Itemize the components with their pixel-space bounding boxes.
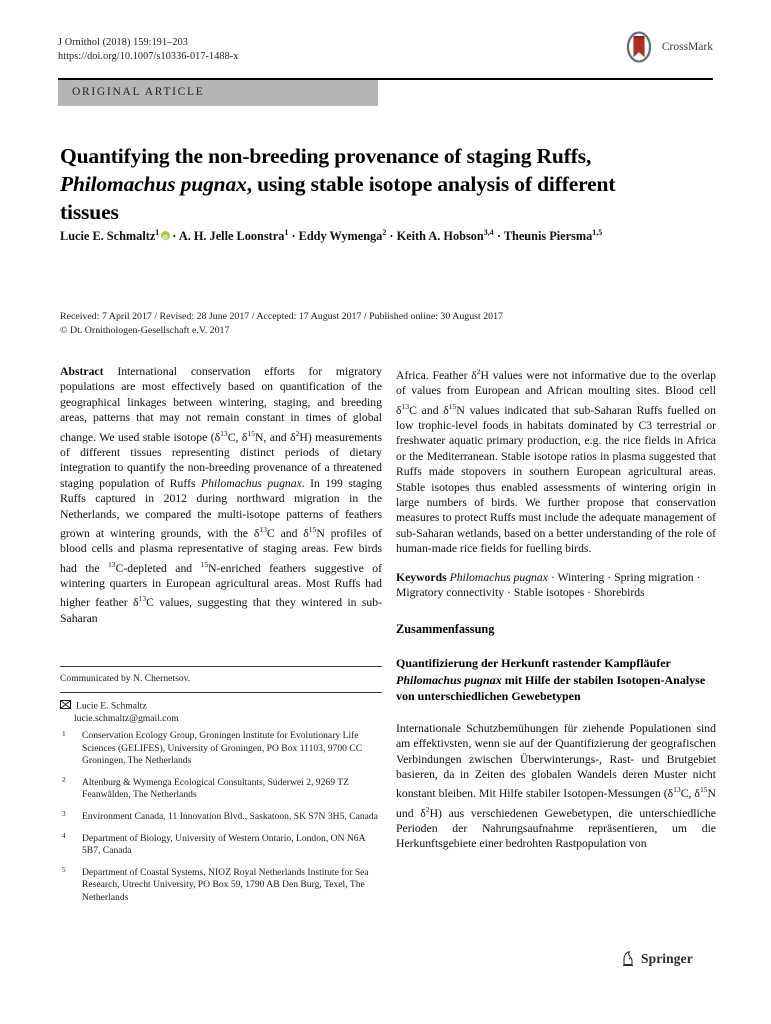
publisher-name: Springer: [641, 951, 693, 966]
author-name: A. H. Jelle Loonstra: [178, 229, 285, 244]
author-separator: ·: [172, 229, 177, 244]
keyword-species: Philomachus pugnax: [449, 570, 548, 584]
author-name: Theunis Piersma: [503, 229, 593, 244]
affiliation-number: 3: [62, 809, 66, 819]
article-type-label: ORIGINAL ARTICLE: [72, 86, 205, 98]
affiliation-number: 1: [62, 728, 66, 738]
zus-title-part-1: Quantifizierung der Herkunft rastender Kampfläufer: [396, 656, 671, 671]
affiliation-list: [60, 730, 382, 914]
journal-citation: J Ornithol (2018) 159:191–203: [58, 37, 188, 48]
author-affiliation-marker: 1: [155, 228, 160, 237]
zusammenfassung-body: [396, 721, 716, 852]
column-right: [396, 364, 716, 863]
affiliation-item: [60, 867, 382, 905]
envelope-icon: [60, 700, 71, 709]
title-part-2: , using stable isotope analysis of different tissues: [60, 172, 616, 225]
abstract-text-left: International conservation efforts for migratory populations are most effectively based on quantification of the geographical linkages between wintering, staging, and breeding areas, patterns that may not remain constant in times of global change. We used stable isotope ($\delta^{13}C$, $\delta^{15}N$, and $\delta^2H$) measurements of different tissues representing distinct periods of dietary integration to quantify the non-breeding provenance of a threatened staging population of Ruffs Philomachus pugnax. In 199 staging Ruffs captured in 2012 during northward migration in the Netherlands, we compared the multi-isotope patterns of feathers grown at wintering grounds, with the $\delta^{13}C$ and $\delta^{15}N$ profiles of blood cells and plasma representative of staging areas. Few birds had the $^{13}$C-depleted and $^{15}$N-enriched feathers suggestive of wintering quarters in European agricultural areas. Most Ruffs had higher feather $\delta^{13}C$ values, suggesting that they wintered in sub-Saharan: [60, 365, 383, 625]
orcid-id-icon[interactable]: [161, 231, 170, 240]
abstract-text-right: Africa. Feather $\delta^2H$ values were not informative due to the overlap of values from European and African moulting sites. Blood cell $\delta^{13}C$ and $\delta^{15}N$ values indicated that sub-Saharan Ruffs fuelled on low trophic-level foods in habitats dominated by C3 terrestrial or freshwater aquatic primary production, e.g. the rice fields in Africa or the Mediterranean. Stable isotope ratios in plasma suggested that Ruffs made stopovers in southern European agricultural areas. Stable isotopes thus enabled assessments of wintering origin in large numbers of birds. We further propose that conservation measures to protect Ruffs must include the adequate management of sub-Saharan wetlands, based on a better understanding of the role of human-made rice fields for fuelling birds.: [396, 367, 716, 556]
author-name: Lucie E. Schmaltz: [60, 229, 156, 244]
title-species-name: Philomachus pugnax: [60, 172, 247, 197]
affiliation-item: [60, 833, 382, 858]
footnote-divider-bottom: [60, 692, 382, 693]
zus-body-text: Internationale Schutzbemühungen für ziehende Populationen sind am effektivsten, wenn sie auf der Quantifizierung der geografischen Verbindungen zwischen Überwinterungs-, Rast- und Brutgebiet basieren, da in Zeiten des globalen Wandels deren Muster nicht konstant bleiben. Mit Hilfe stabiler Isotopen-Messungen ($\delta^{13}C$, $\delta^{15}N$ und $\delta^2H$) aus verschiedenen Gewebetypen, die unterschiedliche Perioden der Nahrungsaufnahme repräsentieren, um die Herkunftsgebiete einer bedrohten Rastpopulation von: [396, 721, 716, 851]
author-affiliation-marker: 1: [284, 228, 289, 237]
affiliation-number: 2: [62, 775, 66, 785]
corresponding-author-block: [60, 700, 382, 726]
column-left: [60, 364, 382, 626]
affiliation-number: 5: [62, 865, 66, 875]
keywords-block: [396, 570, 716, 601]
affiliation-item: [60, 811, 382, 824]
affiliation-text: Department of Biology, University of Western Ontario, London, ON N6A 5B7, Canada: [82, 832, 365, 857]
zus-title-species: Philomachus pugnax: [396, 672, 502, 687]
abstract-paragraph-right: [396, 364, 716, 557]
affiliation-text: Conservation Ecology Group, Groningen Institute for Evolutionary Life Sciences (GELIFES), University of Groningen, PO Box 11103, 9700 CC Groningen, The Netherlands: [82, 730, 363, 767]
page-title: [60, 142, 660, 226]
keywords-terms: · Wintering · Spring migration · Migratory connectivity · Stable isotopes · Shorebirds: [396, 570, 701, 600]
affiliation-number: 4: [62, 831, 66, 841]
author-separator: ·: [496, 229, 501, 244]
crossmark-badge[interactable]: [622, 30, 713, 64]
abstract-label: Abstract: [60, 365, 104, 378]
affiliation-text: Altenburg & Wymenga Ecological Consultants, Súderwei 2, 9269 TZ Feanwâlden, The Netherlands: [82, 776, 349, 801]
publisher-footer: [620, 950, 693, 968]
author-affiliation-marker: 2: [382, 228, 387, 237]
author-affiliation-marker: 1,5: [592, 228, 603, 237]
corresponding-author-name: Lucie E. Schmaltz: [76, 700, 147, 712]
zusammenfassung-heading: Zusammenfassung: [396, 622, 495, 637]
affiliation-text: Department of Coastal Systems, NIOZ Royal Netherlands Institute for Sea Research, Utrecht University, PO Box 59, 1790 AB Den Burg, Texel, The Netherlands: [82, 866, 369, 903]
footnote-divider-top: [60, 666, 382, 667]
copyright-line: © Dt. Ornithologen-Gesellschaft e.V. 2017: [60, 324, 230, 336]
received-revised-accepted-line: Received: 7 April 2017 / Revised: 28 June 2017 / Accepted: 17 August 2017 / Published online: 30 August 2017: [60, 311, 503, 322]
author-separator: ·: [291, 229, 296, 244]
corresponding-author-email[interactable]: lucie.schmaltz@gmail.com: [74, 713, 179, 725]
affiliation-item: [60, 730, 382, 768]
zus-title-part-2: mit Hilfe der stabilen Isotopen-Analyse von unterschiedlichen Gewebetypen: [396, 672, 706, 704]
author-name: Keith A. Hobson: [396, 229, 484, 244]
springer-knight-logo-icon: [620, 950, 636, 968]
communicated-by: Communicated by N. Chernetsov.: [60, 673, 191, 684]
affiliation-text: Environment Canada, 11 Innovation Blvd., Saskatoon, SK S7N 3H5, Canada: [82, 810, 378, 822]
doi-link[interactable]: https://doi.org/10.1007/s10336-017-1488-x: [58, 50, 239, 62]
author-affiliation-marker: 3,4: [483, 228, 494, 237]
author-name: Eddy Wymenga: [298, 229, 383, 244]
publication-dates: [60, 310, 620, 337]
page-header: [58, 36, 713, 63]
title-part-1: Quantifying the non-breeding provenance of staging Ruffs,: [60, 144, 592, 169]
affiliation-item: [60, 777, 382, 802]
abstract-paragraph-left: [60, 364, 382, 626]
crossmark-label: CrossMark: [661, 41, 713, 53]
crossmark-logo-icon: [622, 30, 656, 64]
author-separator: ·: [389, 229, 394, 244]
keywords-label: Keywords: [396, 570, 447, 584]
zusammenfassung-title: [396, 655, 716, 704]
author-list: [60, 224, 680, 245]
